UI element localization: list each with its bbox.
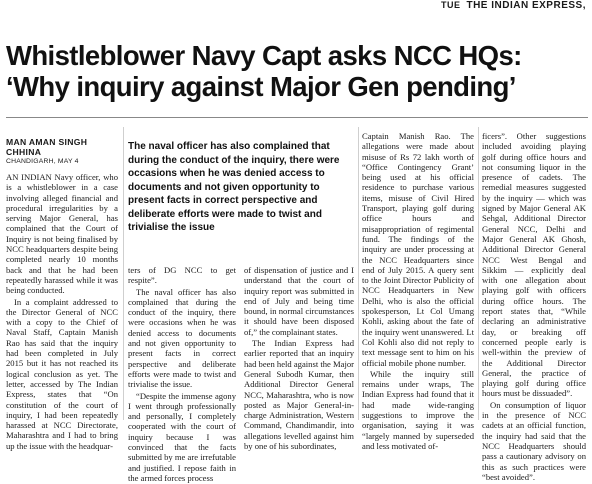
paragraph: of dispensation of justice and I understand that the court of inquiry report was submitted in end of July and being time bound, in normal circumstances it should have been disposed of,” the complainant states. — [244, 265, 354, 337]
headline-divider — [6, 117, 588, 118]
article-column-1 — [6, 172, 118, 452]
byline — [6, 137, 118, 165]
paragraph: The Indian Express had earlier reported that an inquiry had been held against the Major General Subodh Kumar, then Additional Director General NCC, Maharashtra, who is now posted as Major General-in-charge Administration, Western Command, Chandimandir, into allegations levelled against him by one of his subordinates, — [244, 338, 355, 452]
column-divider — [123, 127, 124, 420]
paragraph: On consumption of liquor in the presence of NCC cadets at an official function, the inquiry had said that the NCC Headquarters should pass a cautionary advisory on this as such practices were “best avoided”. — [482, 399, 586, 482]
paragraph: AN INDIAN Navy officer, who is a whistleblower in a case involving alleged financial and procedural irregularities by a serving Major General, has complained that the Court of Inquiry is not being finalised by NCC headquarters despite being completed nearly 10 months back and that he had been repeatedly harassed while it was being conducted. — [6, 172, 118, 296]
article-column-3 — [244, 265, 354, 452]
column-divider — [358, 127, 359, 420]
masthead — [441, 0, 586, 14]
article-column-4 — [362, 131, 474, 452]
article-column-5 — [482, 131, 586, 483]
masthead-publication: THE INDIAN EXPRESS, — [466, 0, 586, 11]
byline-dateline: CHANDIGARH, MAY 4 — [6, 158, 79, 165]
headline-line-1: Whistleblower Navy Capt asks NCC HQs: — [6, 40, 522, 71]
paragraph: “Despite the immense agony I went through professionally and personally, I completely cooperated with the court of inquiry because I was convinced that the facts submitted by me are irrefutable and justified. I repose faith in the armed forces process — [128, 390, 236, 483]
paragraph: While the inquiry still remains under wraps, The Indian Express had found that it had made wide-ranging suggestions to improve the organisation, saying it was “largely manned by superseded and less motivated of- — [362, 368, 474, 451]
headline — [6, 40, 588, 102]
paragraph: ters of DG NCC to get respite”. — [128, 265, 236, 286]
headline-line-2: ‘Why inquiry against Major Gen pending’ — [6, 71, 516, 102]
masthead-section: TUE — [440, 0, 461, 10]
paragraph: In a complaint addressed to the Director General of NCC with a copy to the Chief of Naval Staff, Captain Manish Rao has said that the inquiry had been completed in July 2015 but it has not reached its logical conclusion as yet. The letter, accessed by The Indian Express, states that “On constitution of the court of inquiry, I had been repeatedly harassed at NCC Directorate, Maharashtra and I had to bring up the issue with the headquar- — [6, 296, 118, 451]
byline-author: MAN AMAN SINGH CHHINA — [6, 137, 88, 157]
paragraph: ficers”. Other suggestions included avoiding playing golf during office hours and not consuming liquor in the presence of cadets. The remedial measures suggested by the inquiry — which was signed by Major General AK Sehgal, Additional Director General NCC, Delhi and Major General AK Ghosh, Additional Director General NCC West Bengal and Sikkim — explicitly deal with one allegation about playing golf with officers during office hours. The report states that, “While declaring an administrative day, or breaking off concerned people early is well-within the preview of the Additional Director General, the practice of playing golf during office hours must be dissuaded”. — [482, 131, 586, 399]
paragraph: The naval officer has also complained that during the conduct of the inquiry, there were occasions when he was denied access to documents and not given opportunity to present facts in correct perspective and deliberate efforts were made to twist and trivialise the issue. — [128, 286, 236, 390]
column-divider — [478, 127, 479, 420]
paragraph: Captain Manish Rao. The allegations were made about misuse of Rs 72 lakh worth of “Office Contingency Grant’ being used at his official residence to purchase various items, misuse of Civil Hired Transport, playing golf during office hours and misappropriation of regimental fund. The findings of the inquiry are under processing at the NCC Headquarters since end of July 2015. A query sent to the Joint Director Publicity of NCC Headquarters in New Delhi, who is also the official spokesperson, Lt Col Umang Kohli, asking about the fate of the inquiry went unanswered. Lt Col Kohli also did not reply to text message sent to him on his official mobile phone number. — [362, 131, 474, 368]
article-column-2 — [128, 265, 236, 484]
pull-quote: The naval officer has also complained that during the conduct of the inquiry, there were occasions when he was denied access to documents and not given opportunity to present facts in correct perspective and deliberate efforts were made to twist and trivialise the issue — [128, 141, 340, 233]
